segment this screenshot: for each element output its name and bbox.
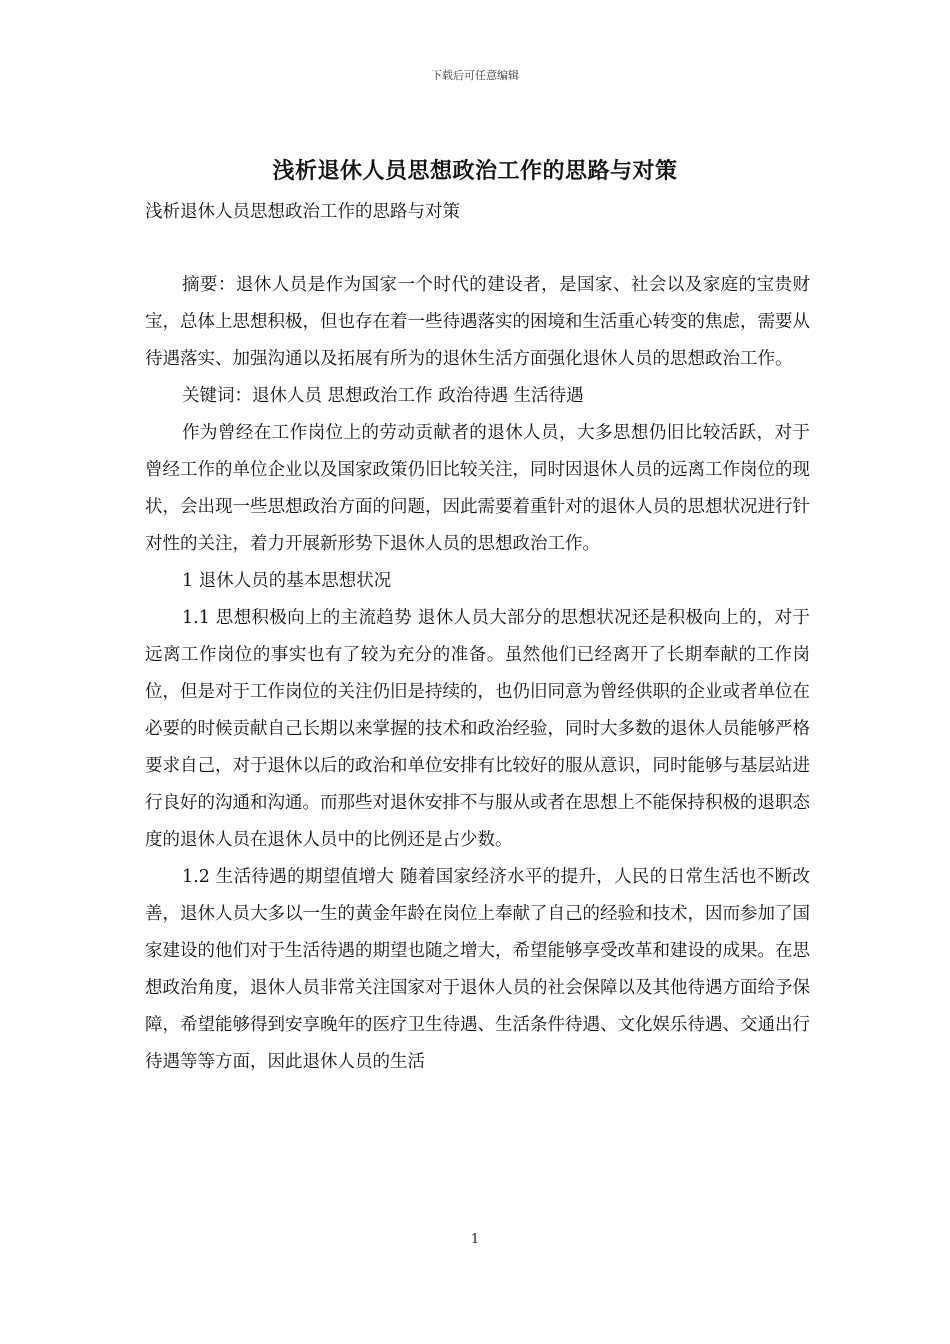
document-title: 浅析退休人员思想政治工作的思路与对策 [272,159,678,184]
document-subtitle: 浅析退休人员思想政治工作的思路与对策 [145,202,460,222]
page-number: 1 [470,1232,480,1247]
document-body [145,267,810,1081]
intro-paragraph: 作为曾经在工作岗位上的劳动贡献者的退休人员，大多思想仍旧比较活跃，对于曾经工作的单位企业以及国家政策仍旧比较关注，同时因退休人员的远离工作岗位的现状，会出现一些思想政治方面的问题，因此需要着重针对的退休人员的思想状况进行针对性的关注，着力开展新形势下退休人员的思想政治工作。 [145,423,810,554]
page-header-note: 下载后可任意编辑 [431,69,519,82]
section-1-2-paragraph: 1.2 生活待遇的期望值增大 随着国家经济水平的提升，人民的日常生活也不断改善，退休人员大多以一生的黄金年龄在岗位上奉献了自己的经验和技术，因而参加了国家建设的他们对于生活待遇的期望也随之增大，希望能够享受改革和建设的成果。在思想政治角度，退休人员非常关注国家对于退休人员的社会保障以及其他待遇方面给予保障，希望能够得到安享晚年的医疗卫生待遇、生活条件待遇、文化娱乐待遇、交通出行待遇等等方面，因此退休人员的生活 [145,867,810,1072]
abstract-paragraph: 摘要：退休人员是作为国家一个时代的建设者，是国家、社会以及家庭的宝贵财宝，总体上思想积极，但也存在着一些待遇落实的困境和生活重心转变的焦虑，需要从待遇落实、加强沟通以及拓展有所为的退休生活方面强化退休人员的思想政治工作。 [145,275,810,369]
keywords-paragraph: 关键词：退休人员 思想政治工作 政治待遇 生活待遇 [182,386,584,406]
section-heading-1: 1 退休人员的基本思想状况 [182,571,392,591]
section-1-1-paragraph: 1.1 思想积极向上的主流趋势 退休人员大部分的思想状况还是积极向上的，对于远离工作岗位的事实也有了较为充分的准备。虽然他们已经离开了长期奉献的工作岗位，但是对于工作岗位的关注仍旧是持续的，也仍旧同意为曾经供职的企业或者单位在必要的时候贡献自己长期以来掌握的技术和政治经验，同时大多数的退休人员能够严格要求自己，对于退休以后的政治和单位安排有比较好的服从意识，同时能够与基层站进行良好的沟通和沟通。而那些对退休安排不与服从或者在思想上不能保持积极的退职态度的退休人员在退休人员中的比例还是占少数。 [145,608,810,850]
